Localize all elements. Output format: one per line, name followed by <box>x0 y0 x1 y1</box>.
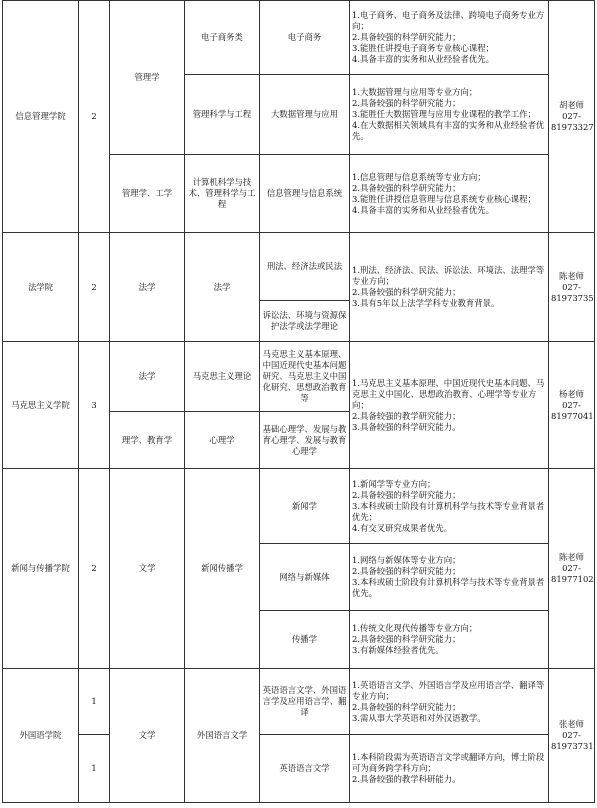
requirements-cell <box>350 233 549 342</box>
recruitment-table <box>2 0 595 803</box>
requirements-cell <box>350 469 549 544</box>
requirement-line: 1.电子商务、电子商务及法律、跨境电子商务专业方向； <box>352 10 545 31</box>
requirement-line: 1.马克思主义基本原理、中国近现代史基本问题、马克思主义中国化、思想政治教育、心理学等专业方向； <box>352 377 545 410</box>
contact-cell <box>549 669 595 803</box>
contact-phone: 81973735 <box>551 292 594 303</box>
category-cell: 理学、教育学 <box>110 412 185 469</box>
contact-cell <box>549 469 595 669</box>
discipline-cell: 心理学 <box>185 412 260 469</box>
requirement-line: 3.需从事大学英语和对外汉语教学。 <box>352 712 486 723</box>
requirement-line: 1.网络与新媒体等专业方向； <box>352 555 461 565</box>
requirement-line: 3.本科或硕士阶段有计算机科学与技术等专业背景者优先； <box>352 500 545 522</box>
table-row <box>3 1 595 75</box>
major-cell: 大数据管理与应用 <box>260 75 350 155</box>
requirement-line: 3.能胜任大数据管理与应用专业课程的教学工作； <box>352 109 536 119</box>
requirements-cell <box>350 544 549 611</box>
table-row <box>3 233 595 301</box>
requirements-cell <box>350 1 549 75</box>
contact-phone: 81977102 <box>551 574 594 584</box>
major-cell: 网络与新媒体 <box>260 544 350 611</box>
contact-area-code: 027- <box>562 111 581 121</box>
discipline-cell: 马克思主义理论 <box>185 342 260 412</box>
contact-name: 陈老师 <box>558 552 585 562</box>
requirement-line: 1.英语语言文学、外国语言学及应用语言学、翻译等专业方向； <box>352 679 545 701</box>
requirement-line: 3.具有5年以上法学学科专业教育背景。 <box>352 298 500 308</box>
college-cell: 外国语学院 <box>3 669 79 803</box>
category-cell: 法学 <box>110 233 185 342</box>
requirements-cell <box>350 669 549 735</box>
requirement-line: 1.新闻学等专业方向； <box>352 478 436 489</box>
count-cell: 2 <box>79 1 110 233</box>
count-cell: 2 <box>79 233 110 342</box>
contact-area-code: 027- <box>562 281 581 292</box>
requirements-cell <box>350 611 549 669</box>
requirement-line: 2.具备较强的教学科研能力。 <box>352 774 461 784</box>
requirements-cell <box>350 735 549 803</box>
major-cell: 马克思主义基本原理、中国近现代史基本问题研究、马克思主义中国化研究、思想政治教育等 <box>260 342 350 412</box>
table-row <box>3 735 595 803</box>
major-cell: 刑法、经济法或民法 <box>260 233 350 301</box>
requirement-line: 2.具备较强的科学研究能力； <box>352 98 461 108</box>
count-cell: 2 <box>79 469 110 669</box>
requirement-line: 2.具备较强的科学研究能力； <box>352 182 461 193</box>
discipline-cell: 计算机科学与技术、管理科学与工程 <box>185 155 260 233</box>
requirement-line: 1.传统文化现代传播等专业方向； <box>352 623 478 633</box>
major-cell: 传播学 <box>260 611 350 669</box>
requirement-line: 2.具备较强的科学研究能力； <box>352 701 461 712</box>
requirement-line: 4.有交叉研究成果者优先。 <box>352 522 453 533</box>
requirement-line: 2.具备较强的科学研究能力； <box>352 32 461 42</box>
requirement-line: 3.具备较强的科学研究能力。 <box>352 421 461 432</box>
discipline-cell: 法学 <box>185 233 260 342</box>
category-cell: 法学 <box>110 342 185 412</box>
major-cell: 新闻学 <box>260 469 350 544</box>
requirement-line: 2.具备较强的科学研究能力； <box>352 287 461 297</box>
requirements-cell <box>350 75 549 155</box>
major-cell: 信息管理与信息系统 <box>260 155 350 233</box>
college-cell: 信息管理学院 <box>3 1 79 233</box>
requirement-line: 4.在大数据相关领域具有丰富的实务和从业经验者优先。 <box>352 120 545 141</box>
major-cell: 基础心理学、发展与教育心理学、发展与教育心理学 <box>260 412 350 469</box>
college-cell: 新闻与传播学院 <box>3 469 79 669</box>
major-cell: 英语语言文学、外国语言学及应用语言学、翻译 <box>260 669 350 735</box>
college-cell: 法学院 <box>3 233 79 342</box>
contact-name: 杨老师 <box>558 388 585 399</box>
discipline-cell: 管理科学与工程 <box>185 75 260 155</box>
category-cell: 文学 <box>110 669 185 803</box>
contact-name: 陈老师 <box>558 270 585 281</box>
contact-area-code: 027- <box>562 563 581 573</box>
requirement-line: 3.有新媒体经验者优先。 <box>352 645 444 655</box>
contact-area-code: 027- <box>562 399 581 410</box>
requirement-line: 1.本科阶段需为英语语言文学或翻译方向，博士阶段可为商务跨学科方向； <box>352 752 545 773</box>
requirement-line: 2.具备较强的科学研究能力； <box>352 566 461 576</box>
requirement-line: 2.具备较强的科学研究能力； <box>352 489 461 500</box>
requirement-line: 4.具备丰富的实务和从业经验者优先。 <box>352 54 494 64</box>
count-cell: 1 <box>79 669 110 735</box>
contact-name: 张老师 <box>558 719 585 729</box>
major-cell: 诉讼法、环境与资源保护法学或法学理论 <box>260 301 350 342</box>
college-cell: 马克思主义学院 <box>3 342 79 469</box>
requirement-line: 1.信息管理与信息系统等专业方向； <box>352 171 486 182</box>
discipline-cell: 外国语言文学 <box>185 669 260 803</box>
requirement-line: 1.大数据管理与应用等专业方向； <box>352 87 478 97</box>
discipline-cell: 电子商务类 <box>185 1 260 75</box>
contact-cell <box>549 342 595 469</box>
requirement-line: 3.本科或硕士阶段有计算机科学与技术等专业背景者优先。 <box>352 577 545 598</box>
contact-phone: 81973327 <box>551 122 594 132</box>
table-row <box>3 469 595 544</box>
contact-phone: 81973731 <box>551 741 594 751</box>
contact-name: 胡老师 <box>558 100 585 110</box>
requirement-line: 3.能胜任讲授信息管理与信息系统专业核心课程； <box>352 193 536 204</box>
requirement-line: 1.刑法、经济法、民法、诉讼法、环境法、法理学等专业方向； <box>352 265 545 286</box>
category-cell: 文学 <box>110 469 185 669</box>
category-cell: 管理学、工学 <box>110 155 185 233</box>
discipline-cell: 新闻传播学 <box>185 469 260 669</box>
contact-phone: 81977041 <box>551 410 594 421</box>
count-cell: 3 <box>79 342 110 469</box>
contact-cell <box>549 233 595 342</box>
category-cell: 管理学 <box>110 1 185 155</box>
contact-cell <box>549 1 595 233</box>
requirement-line: 4.具备丰富的实务和从业经验者优先。 <box>352 204 494 215</box>
requirements-cell <box>350 155 549 233</box>
count-cell: 1 <box>79 735 110 803</box>
table-row <box>3 669 595 735</box>
requirement-line: 3.能胜任讲授电子商务专业核心课程； <box>352 43 494 53</box>
requirement-line: 2.具备较强的教学研究能力； <box>352 410 461 421</box>
major-cell: 电子商务 <box>260 1 350 75</box>
contact-area-code: 027- <box>562 730 581 740</box>
table-row <box>3 342 595 412</box>
requirements-cell <box>350 342 549 469</box>
major-cell: 英语语言文学 <box>260 735 350 803</box>
requirement-line: 2.具备较强的科学研究能力； <box>352 634 461 644</box>
